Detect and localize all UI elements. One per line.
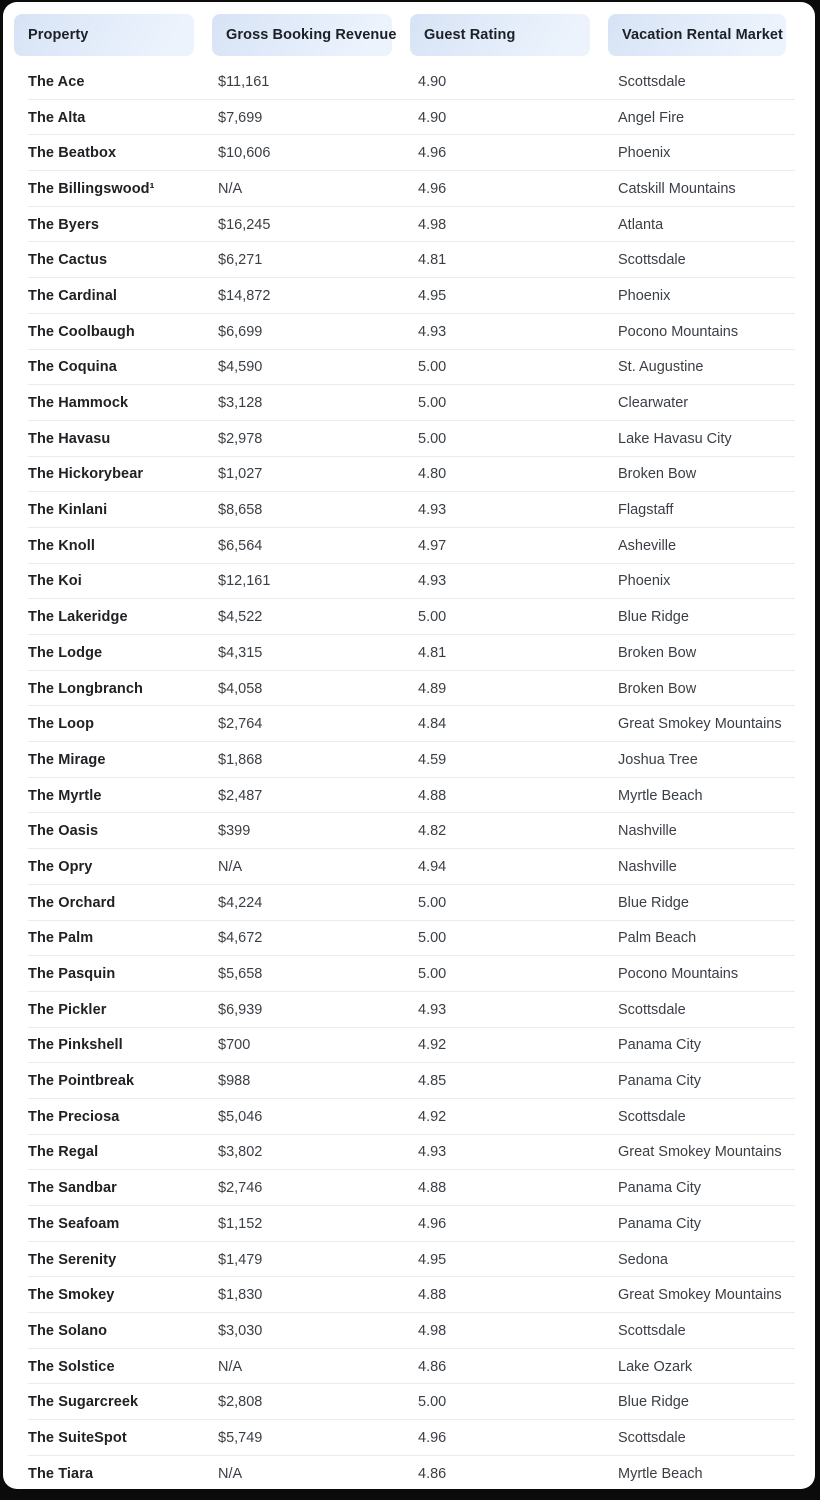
cell-property: The Solstice: [28, 1358, 115, 1375]
cell-rating: 5.00: [418, 395, 447, 412]
cell-property: The Alta: [28, 109, 86, 126]
cell-revenue: $10,606: [218, 145, 271, 162]
table-row: [3, 1170, 815, 1206]
cell-rating: 4.89: [418, 680, 447, 697]
cell-market: Phoenix: [618, 287, 671, 304]
cell-revenue: $1,027: [218, 466, 263, 483]
table-row: [3, 135, 815, 171]
cell-property: The Oasis: [28, 823, 99, 840]
cell-market: Great Smokey Mountains: [618, 1144, 782, 1161]
table-card: [3, 2, 815, 1489]
cell-rating: 4.85: [418, 1073, 447, 1090]
cell-rating: 4.88: [418, 1180, 447, 1197]
cell-revenue: $5,749: [218, 1429, 263, 1446]
cell-rating: 4.96: [418, 1429, 447, 1446]
table-row: [3, 564, 815, 600]
cell-rating: 4.86: [418, 1358, 447, 1375]
table-row: [3, 100, 815, 136]
cell-property: The Knoll: [28, 537, 95, 554]
cell-property: The Pinkshell: [28, 1037, 123, 1054]
cell-revenue: $3,030: [218, 1322, 263, 1339]
cell-market: Palm Beach: [618, 930, 697, 947]
cell-property: The Hickorybear: [28, 466, 144, 483]
table-header: [3, 2, 815, 56]
table-row: [3, 350, 815, 386]
table-row: [3, 207, 815, 243]
cell-property: The Opry: [28, 858, 93, 875]
cell-rating: 4.93: [418, 573, 447, 590]
cell-revenue: $4,058: [218, 680, 263, 697]
column-header-property: Property: [14, 14, 194, 56]
table-row: [3, 1456, 815, 1489]
cell-market: Scottsdale: [618, 1001, 686, 1018]
table-row: [3, 64, 815, 100]
cell-revenue: $4,224: [218, 894, 263, 911]
table-row: [3, 921, 815, 957]
cell-market: Lake Ozark: [618, 1358, 693, 1375]
table-row: [3, 635, 815, 671]
cell-market: Atlanta: [618, 216, 664, 233]
cell-market: Broken Bow: [618, 466, 697, 483]
cell-revenue: $12,161: [218, 573, 271, 590]
cell-property: The Longbranch: [28, 680, 143, 697]
cell-rating: 4.94: [418, 858, 447, 875]
cell-revenue: $2,764: [218, 716, 263, 733]
cell-rating: 4.93: [418, 1001, 447, 1018]
cell-rating: 4.92: [418, 1108, 447, 1125]
cell-rating: 4.88: [418, 1287, 447, 1304]
cell-market: St. Augustine: [618, 359, 704, 376]
cell-revenue: $2,487: [218, 787, 263, 804]
cell-property: The Serenity: [28, 1251, 117, 1268]
cell-market: Scottsdale: [618, 1322, 686, 1339]
cell-rating: 4.80: [418, 466, 447, 483]
cell-property: The Billingswood¹: [28, 180, 155, 197]
table-row: [3, 1206, 815, 1242]
cell-market: Panama City: [618, 1073, 702, 1090]
cell-property: The Hammock: [28, 395, 129, 412]
column-header-guest-rating: Guest Rating: [410, 14, 590, 56]
cell-market: Great Smokey Mountains: [618, 1287, 782, 1304]
cell-market: Pocono Mountains: [618, 966, 739, 983]
cell-rating: 5.00: [418, 894, 447, 911]
cell-property: The Coolbaugh: [28, 323, 135, 340]
cell-rating: 4.97: [418, 537, 447, 554]
table-row: [3, 314, 815, 350]
cell-revenue: $6,699: [218, 323, 263, 340]
cell-property: The Tiara: [28, 1465, 94, 1482]
table-row: [3, 421, 815, 457]
cell-property: The Lodge: [28, 644, 103, 661]
cell-property: The Pickler: [28, 1001, 107, 1018]
cell-market: Blue Ridge: [618, 609, 689, 626]
cell-property: The Palm: [28, 930, 94, 947]
cell-rating: 4.93: [418, 323, 447, 340]
cell-property: The Cardinal: [28, 287, 118, 304]
cell-rating: 4.82: [418, 823, 447, 840]
cell-revenue: $5,046: [218, 1108, 263, 1125]
cell-revenue: $1,479: [218, 1251, 263, 1268]
cell-property: The Pasquin: [28, 966, 116, 983]
table-row: [3, 242, 815, 278]
cell-revenue: $3,128: [218, 395, 263, 412]
cell-rating: 5.00: [418, 359, 447, 376]
table-row: [3, 742, 815, 778]
table-row: [3, 171, 815, 207]
cell-market: Pocono Mountains: [618, 323, 739, 340]
cell-market: Panama City: [618, 1180, 702, 1197]
cell-rating: 5.00: [418, 430, 447, 447]
table-row: [3, 528, 815, 564]
cell-revenue: $1,830: [218, 1287, 263, 1304]
column-header-vacation-rental-market: Vacation Rental Market: [608, 14, 786, 56]
cell-rating: 5.00: [418, 1394, 447, 1411]
cell-revenue: $7,699: [218, 109, 263, 126]
table-row: [3, 992, 815, 1028]
cell-property: The Myrtle: [28, 787, 102, 804]
cell-rating: 4.93: [418, 502, 447, 519]
cell-market: Broken Bow: [618, 680, 697, 697]
table-row: [3, 1063, 815, 1099]
cell-market: Broken Bow: [618, 644, 697, 661]
cell-property: The Byers: [28, 216, 100, 233]
cell-revenue: $2,808: [218, 1394, 263, 1411]
cell-market: Sedona: [618, 1251, 668, 1268]
cell-market: Lake Havasu City: [618, 430, 732, 447]
cell-market: Blue Ridge: [618, 894, 689, 911]
table-body: [3, 64, 815, 1489]
cell-rating: 4.90: [418, 73, 447, 90]
cell-market: Catskill Mountains: [618, 180, 736, 197]
cell-revenue: $5,658: [218, 966, 263, 983]
cell-revenue: $16,245: [218, 216, 271, 233]
cell-property: The Beatbox: [28, 145, 117, 162]
cell-revenue: N/A: [218, 858, 243, 875]
cell-rating: 4.95: [418, 1251, 447, 1268]
column-header-gross-booking-revenue: Gross Booking Revenue: [212, 14, 392, 56]
table-row: [3, 1028, 815, 1064]
cell-market: Scottsdale: [618, 1108, 686, 1125]
cell-market: Angel Fire: [618, 109, 685, 126]
cell-property: The SuiteSpot: [28, 1429, 127, 1446]
cell-rating: 4.92: [418, 1037, 447, 1054]
table-row: [3, 671, 815, 707]
cell-property: The Smokey: [28, 1287, 115, 1304]
cell-property: The Kinlani: [28, 502, 108, 519]
cell-rating: 4.81: [418, 644, 447, 661]
cell-revenue: N/A: [218, 1465, 243, 1482]
table-row: [3, 778, 815, 814]
cell-revenue: $399: [218, 823, 251, 840]
cell-rating: 5.00: [418, 609, 447, 626]
cell-rating: 4.86: [418, 1465, 447, 1482]
table-row: [3, 956, 815, 992]
cell-property: The Pointbreak: [28, 1073, 135, 1090]
cell-revenue: $3,802: [218, 1144, 263, 1161]
cell-revenue: $4,590: [218, 359, 263, 376]
cell-revenue: $4,522: [218, 609, 263, 626]
cell-revenue: $4,672: [218, 930, 263, 947]
cell-market: Nashville: [618, 823, 677, 840]
cell-revenue: N/A: [218, 180, 243, 197]
cell-property: The Mirage: [28, 751, 106, 768]
cell-property: The Orchard: [28, 894, 116, 911]
table-row: [3, 457, 815, 493]
table-row: [3, 706, 815, 742]
cell-market: Scottsdale: [618, 73, 686, 90]
cell-property: The Loop: [28, 716, 95, 733]
cell-revenue: $6,271: [218, 252, 263, 269]
cell-property: The Regal: [28, 1144, 99, 1161]
cell-rating: 4.96: [418, 180, 447, 197]
cell-rating: 4.93: [418, 1144, 447, 1161]
cell-property: The Havasu: [28, 430, 111, 447]
cell-market: Phoenix: [618, 573, 671, 590]
table-row: [3, 1420, 815, 1456]
cell-property: The Solano: [28, 1322, 108, 1339]
table-row: [3, 1242, 815, 1278]
cell-revenue: $2,746: [218, 1180, 263, 1197]
cell-rating: 4.88: [418, 787, 447, 804]
table-row: [3, 385, 815, 421]
cell-market: Panama City: [618, 1037, 702, 1054]
cell-property: The Sugarcreek: [28, 1394, 139, 1411]
cell-property: The Seafoam: [28, 1215, 120, 1232]
cell-rating: 4.96: [418, 145, 447, 162]
cell-rating: 5.00: [418, 930, 447, 947]
cell-rating: 4.96: [418, 1215, 447, 1232]
cell-revenue: $988: [218, 1073, 251, 1090]
cell-market: Myrtle Beach: [618, 787, 703, 804]
cell-market: Blue Ridge: [618, 1394, 689, 1411]
cell-revenue: $2,978: [218, 430, 263, 447]
table-row: [3, 1135, 815, 1171]
cell-property: The Preciosa: [28, 1108, 120, 1125]
cell-revenue: $8,658: [218, 502, 263, 519]
cell-property: The Koi: [28, 573, 82, 590]
cell-market: Joshua Tree: [618, 751, 698, 768]
cell-revenue: $4,315: [218, 644, 263, 661]
cell-rating: 4.81: [418, 252, 447, 269]
table-row: [3, 599, 815, 635]
table-row: [3, 1313, 815, 1349]
table-row: [3, 849, 815, 885]
cell-market: Great Smokey Mountains: [618, 716, 782, 733]
table-row: [3, 278, 815, 314]
cell-rating: 4.90: [418, 109, 447, 126]
table-row: [3, 1277, 815, 1313]
cell-market: Asheville: [618, 537, 677, 554]
cell-rating: 4.59: [418, 751, 447, 768]
cell-market: Scottsdale: [618, 1429, 686, 1446]
cell-rating: 4.95: [418, 287, 447, 304]
cell-market: Phoenix: [618, 145, 671, 162]
cell-rating: 4.98: [418, 1322, 447, 1339]
cell-market: Panama City: [618, 1215, 702, 1232]
cell-revenue: $1,868: [218, 751, 263, 768]
table-row: [3, 885, 815, 921]
table-row: [3, 813, 815, 849]
cell-property: The Cactus: [28, 252, 108, 269]
cell-revenue: $6,939: [218, 1001, 263, 1018]
cell-market: Flagstaff: [618, 502, 674, 519]
cell-revenue: $700: [218, 1037, 251, 1054]
cell-property: The Coquina: [28, 359, 117, 376]
cell-property: The Ace: [28, 73, 85, 90]
cell-revenue: $6,564: [218, 537, 263, 554]
cell-rating: 5.00: [418, 966, 447, 983]
cell-revenue: N/A: [218, 1358, 243, 1375]
table-row: [3, 1099, 815, 1135]
cell-market: Nashville: [618, 858, 677, 875]
cell-revenue: $1,152: [218, 1215, 263, 1232]
cell-market: Scottsdale: [618, 252, 686, 269]
table-row: [3, 492, 815, 528]
cell-property: The Sandbar: [28, 1180, 117, 1197]
table-row: [3, 1384, 815, 1420]
table-row: [3, 1349, 815, 1385]
cell-rating: 4.84: [418, 716, 447, 733]
cell-market: Myrtle Beach: [618, 1465, 703, 1482]
cell-revenue: $14,872: [218, 287, 271, 304]
cell-market: Clearwater: [618, 395, 689, 412]
cell-property: The Lakeridge: [28, 609, 128, 626]
cell-rating: 4.98: [418, 216, 447, 233]
cell-revenue: $11,161: [218, 73, 270, 90]
